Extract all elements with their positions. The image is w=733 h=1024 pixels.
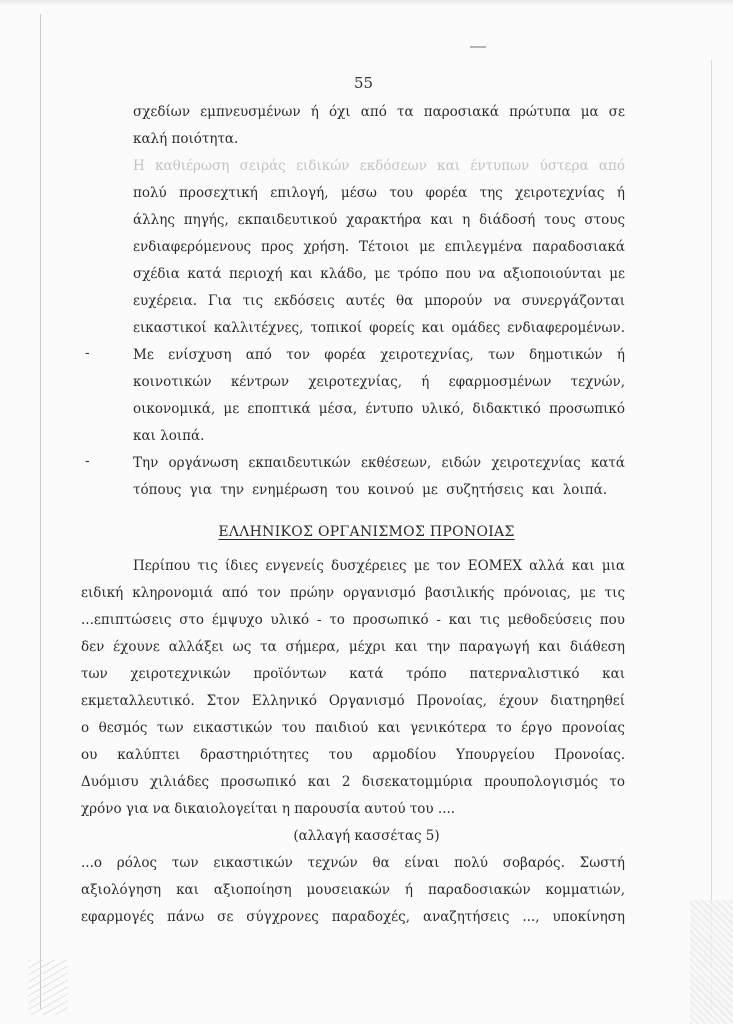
text-line: σχεδίων εμπνευσμένων ή όχι από τα παροσιακά πρώτυπα μα σε (133, 104, 625, 120)
text-line: ου καλύπτει δραστηριότητες του αρμοδίου Υπουργείου Προνοίας. (81, 747, 625, 763)
text-line: ευχέρεια. Για τις εκδόσεις αυτές θα μπορούν να συνεργάζονται (133, 293, 625, 309)
tape-change-note: (αλλαγή κασσέτας 5) (293, 828, 440, 844)
text-line: ενδιαφερόμενους προς χρήση. Τέτοιοι με επιλεγμένα παραδοσιακά (133, 239, 625, 255)
text-line: οικονομικά, με εποπτικά μέσα, έντυπο υλικό, διδακτικό προσωπικό (133, 401, 625, 417)
scan-noise-bottom-right (690, 900, 733, 1024)
text-line: και λοιπά. (133, 428, 205, 444)
section-heading (0, 524, 733, 540)
text-line: εικαστικοί καλλιτέχνες, τοπικοί φορείς και ομάδες ενδιαφερομένων. (133, 320, 625, 336)
text-line: εκμεταλλευτικό. Στον Ελληνικό Οργανισμό Προνοίας, έχουν διατηρηθεί (81, 693, 625, 709)
text-line: εφαρμογές πάνω σε σύγχρονες παραδοχές, αναζητήσεις ..., υποκίνηση (81, 909, 625, 925)
scan-left-margin-line (40, 14, 41, 1009)
section-heading-text: ΕΛΛΗΝΙΚΟΣ ΟΡΓΑΝΙΣΜΟΣ ΠΡΟΝΟΙΑΣ (218, 524, 515, 540)
text-line-faded: Η καθιέρωση σειράς ειδικών εκδόσεων και έντυπων ύστερα από (133, 158, 625, 174)
text-line: των χειροτεχνικών προϊόντων κατά τρόπο πατερναλιστικό και (81, 666, 625, 682)
text-line: αξιολόγηση και αξιοποίηση μουσειακών ή παραδοσιακών κομματιών, (81, 882, 625, 898)
text-line: δεν έχουνε αλλάξει ως τα σήμερα, μέχρι και την παραγωγή και διάθεση (81, 639, 625, 655)
text-line: ...ο ρόλος των εικαστικών τεχνών θα είναι πολύ σοβαρός. Σωστή (81, 855, 625, 871)
text-line: Περίπου τις ίδιες ενγενείς δυσχέρειες με τον ΕΟΜΕΧ αλλά και μια (133, 558, 625, 574)
text-line: σχέδια κατά περιοχή και κλάδο, με τρόπο που να αξιοποιούνται με (133, 266, 625, 282)
text-line: Δυόμισυ χιλιάδες προσωπικό και 2 δισεκατομμύρια προυπολογισμός το (81, 774, 625, 790)
text-line: χρόνο για να δικαιολογείται η παρουσία αυτού του .... (81, 801, 456, 817)
page-number: 55 (354, 74, 374, 92)
list-bullet: - (85, 345, 90, 361)
text-line: ο θεσμός των εικαστικών του παιδιού και γενικότερα το έργο προνοίας (81, 720, 625, 736)
text-line: άλλης πηγής, εκπαιδευτικού χαρακτήρα και η διάδοσή τους στους (133, 212, 625, 228)
text-line: κοινοτικών κέντρων χειροτεχνίας, ή εφαρμοσμένων τεχνών, (133, 374, 625, 390)
scan-noise-bottom-left (28, 960, 68, 1015)
text-line: καλή ποιότητα. (133, 131, 239, 147)
text-line: ειδική κληρονομιά από τον πρώην οργανισμό βασιλικής πρόνοιας, με τις (81, 585, 625, 601)
text-line: πολύ προσεχτική επιλογή, μέσω του φορέα της χειροτεχνίας ή (133, 185, 625, 201)
text-line: ...επιπτώσεις στο έμψυχο υλικό - το προσωπικό - και τις μεθοδεύσεις που (81, 612, 625, 628)
text-line: Με ενίσχυση από τον φορέα χειροτεχνίας, των δημοτικών ή (133, 347, 625, 363)
text-line: Την οργάνωση εκπαιδευτικών εκθέσεων, ειδών χειροτεχνίας κατά (133, 455, 625, 471)
list-bullet: - (85, 453, 90, 469)
scan-mark (470, 46, 486, 48)
text-line: τόπους για την ενημέρωση του κοινού με συζητήσεις και λοιπά. (133, 482, 607, 498)
scan-top-edge (0, 0, 733, 6)
